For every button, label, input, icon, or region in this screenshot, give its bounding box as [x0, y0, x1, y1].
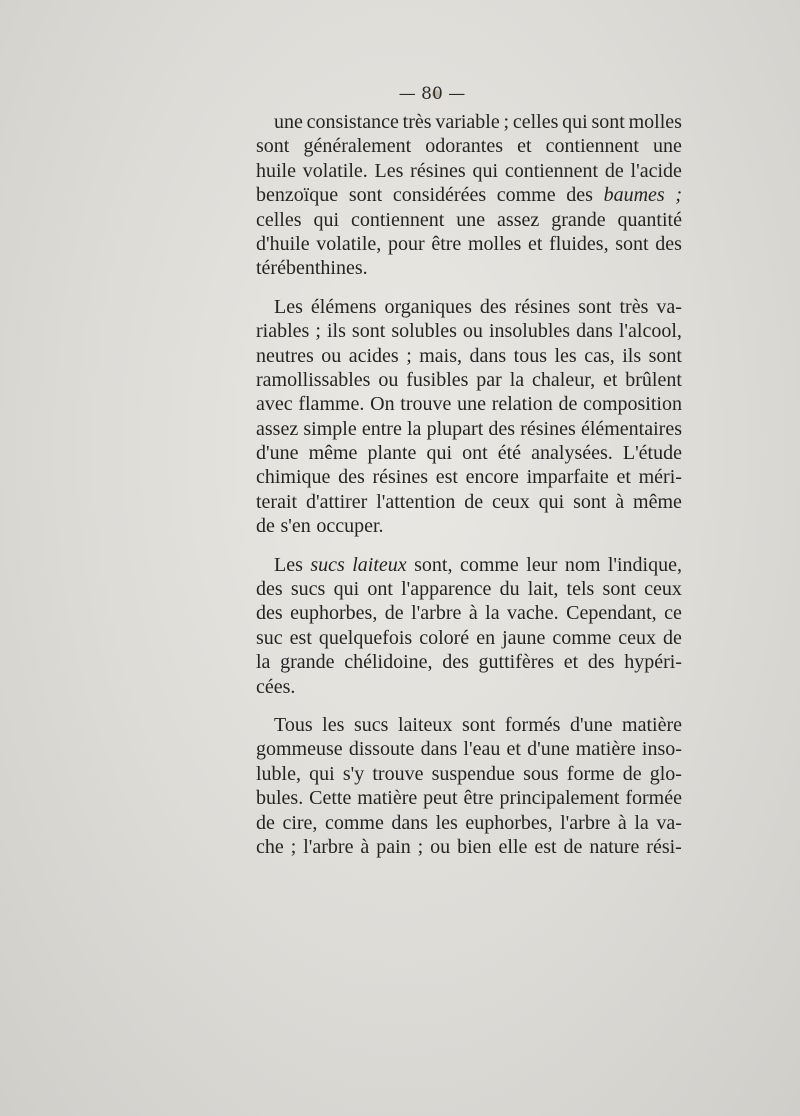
word: gommeuse — [256, 738, 343, 761]
word: qui — [538, 490, 565, 513]
word: la — [485, 602, 500, 625]
word: molles — [467, 232, 522, 255]
word: celles — [256, 208, 302, 231]
word: assez — [256, 417, 299, 440]
word: de — [256, 515, 275, 538]
word: ou — [378, 368, 399, 391]
word: solubles — [391, 320, 457, 343]
word: analysées. — [531, 442, 613, 465]
word: être — [463, 787, 494, 810]
word: luble, — [256, 762, 301, 785]
word: méri- — [638, 466, 682, 489]
word: des — [442, 651, 469, 674]
word: d'une — [569, 713, 613, 736]
word: Cette — [309, 787, 352, 810]
word: ce — [664, 602, 682, 625]
text-line — [256, 490, 682, 514]
word: simple — [303, 417, 357, 440]
word: s'en — [280, 515, 311, 538]
text-line — [256, 465, 682, 489]
word: ont — [367, 578, 393, 601]
word: neutres — [256, 344, 314, 367]
word: ou — [462, 320, 483, 343]
word: imparfaite — [526, 466, 609, 489]
word: résines — [372, 466, 429, 489]
word: brûlent — [625, 368, 682, 391]
text-line — [256, 134, 682, 158]
word: l'apparence — [401, 578, 492, 601]
word: qui — [562, 111, 588, 133]
word: et — [506, 738, 521, 761]
word: laiteux — [397, 713, 453, 736]
word: l'eau — [463, 738, 501, 761]
word: ; — [290, 835, 297, 858]
word: mais, — [419, 344, 463, 367]
word: benzoïque — [256, 184, 339, 207]
word: hypéri- — [624, 651, 682, 674]
word: une — [457, 393, 486, 416]
word: rési- — [646, 835, 682, 858]
word: été — [497, 442, 522, 465]
word: odorantes — [425, 135, 504, 158]
word: l'alcool, — [618, 320, 682, 343]
word: che — [256, 835, 284, 858]
paragraph-gap — [256, 281, 682, 295]
word: suc — [256, 626, 283, 649]
word: de — [256, 811, 275, 834]
word: composition — [583, 393, 682, 416]
word: la — [256, 651, 271, 674]
word: la — [407, 417, 422, 440]
text-line — [256, 553, 682, 577]
word: très — [402, 111, 432, 133]
word: ou — [321, 344, 342, 367]
paragraph — [256, 713, 682, 859]
word: inso- — [641, 738, 682, 761]
word: chélidoine, — [344, 651, 433, 674]
text-line — [256, 208, 682, 232]
word: des — [566, 184, 593, 207]
word: sucs — [290, 578, 326, 601]
word: l'attention — [376, 490, 456, 513]
word: comme — [496, 184, 556, 207]
word: à — [617, 811, 627, 834]
word: contiennent — [545, 135, 639, 158]
word: élémentaires — [580, 417, 682, 440]
text-line — [256, 110, 682, 134]
word: molles — [628, 111, 682, 133]
word: les — [435, 811, 458, 834]
word: ils — [326, 320, 346, 343]
word: comme — [324, 811, 384, 834]
word: glo- — [649, 762, 682, 785]
word: d'attirer — [305, 490, 368, 513]
word: chaleur, — [532, 368, 596, 391]
word: ou — [430, 835, 451, 858]
word: peut — [423, 787, 458, 810]
word: l'arbre — [560, 811, 611, 834]
body-text — [256, 110, 682, 859]
word: considérées — [392, 184, 487, 207]
word: sont — [602, 578, 636, 601]
word: forme — [566, 762, 615, 785]
word: tels — [566, 578, 595, 601]
word: ; — [503, 111, 510, 133]
word: sont — [615, 232, 649, 255]
word: nom — [564, 553, 601, 576]
word: bien — [457, 835, 492, 858]
text-line — [256, 368, 682, 392]
word: laiteux — [352, 553, 407, 576]
text-line — [256, 319, 682, 343]
word: matière — [575, 738, 636, 761]
word: les — [322, 713, 345, 736]
word: ceux — [644, 578, 682, 601]
word: cas, — [584, 344, 615, 367]
word: Les — [274, 295, 303, 318]
word: ; — [417, 835, 424, 858]
word: à — [468, 602, 478, 625]
word: trouve — [400, 393, 452, 416]
word: de — [563, 835, 583, 858]
word: est — [289, 626, 312, 649]
word: grande — [280, 651, 335, 674]
word: acides — [348, 344, 399, 367]
word: des — [488, 417, 516, 440]
word: Cependant, — [566, 602, 657, 625]
text-line — [256, 392, 682, 416]
text-line — [256, 417, 682, 441]
word: généralement — [303, 135, 412, 158]
paragraph — [256, 110, 682, 281]
word: occuper. — [316, 515, 384, 538]
word: une — [653, 135, 682, 158]
paragraph-gap — [256, 539, 682, 553]
word: du — [499, 578, 520, 601]
word: matière — [622, 713, 682, 736]
text-line — [256, 601, 682, 625]
text-line — [256, 295, 682, 319]
word: est — [534, 835, 557, 858]
paragraph — [256, 553, 682, 699]
word: Les — [374, 159, 404, 182]
word: pain — [376, 835, 411, 858]
word: sont — [461, 713, 496, 736]
word: à — [360, 835, 370, 858]
word: terait — [256, 490, 298, 513]
word: de — [558, 393, 578, 416]
word: volatile, — [316, 232, 382, 255]
word: être — [431, 232, 462, 255]
word: l'indique, — [607, 553, 682, 576]
word: chimique — [256, 466, 331, 489]
word: et — [602, 368, 618, 391]
word: ; — [406, 344, 412, 367]
word: sous — [523, 762, 559, 785]
text-line — [256, 737, 682, 761]
word: même — [308, 442, 358, 465]
paragraph-gap — [256, 699, 682, 713]
word: assez — [497, 208, 540, 231]
word: cées. — [256, 675, 296, 698]
text-line — [256, 344, 682, 368]
word: ramollissables — [256, 368, 371, 391]
text-line — [256, 786, 682, 810]
word: L'étude — [622, 442, 682, 465]
word: des — [338, 466, 365, 489]
word: sont — [591, 111, 625, 133]
word: sucs — [353, 713, 389, 736]
text-line — [256, 232, 682, 256]
word: sont — [256, 135, 290, 158]
word: à — [615, 490, 625, 513]
word: sont — [351, 320, 386, 343]
word: l'arbre — [303, 835, 354, 858]
text-line — [256, 256, 682, 280]
word: et — [528, 232, 543, 255]
word: contiennent — [504, 159, 599, 182]
word: comme — [459, 553, 519, 576]
word: résines — [514, 295, 571, 318]
word: suspendue — [431, 762, 515, 785]
word: insolubles — [488, 320, 571, 343]
word: vache. — [507, 602, 559, 625]
text-line — [256, 514, 682, 538]
word: cire, — [282, 811, 318, 834]
text-line — [256, 577, 682, 601]
text-line — [256, 159, 682, 183]
word: comme — [552, 626, 612, 649]
word: et — [616, 466, 631, 489]
word: dans — [391, 811, 429, 834]
word: sucs — [310, 553, 345, 576]
word: formée — [625, 787, 682, 810]
word: dans — [576, 320, 613, 343]
word: coloré — [419, 626, 470, 649]
word: euphorbes, — [290, 602, 378, 625]
word: résines — [410, 159, 466, 182]
word: une — [456, 208, 486, 231]
text-line — [256, 835, 682, 859]
word: qui — [426, 442, 453, 465]
word: des — [587, 651, 615, 674]
word: qui — [309, 762, 335, 785]
word: Les — [274, 553, 303, 576]
word: dissoute — [348, 738, 415, 761]
word: tous — [513, 344, 548, 367]
word: quelquefois — [318, 626, 413, 649]
word: nature — [589, 835, 640, 858]
word: leur — [526, 553, 558, 576]
word: ceux — [491, 490, 530, 513]
word: va- — [656, 295, 682, 318]
text-line — [256, 762, 682, 786]
word: huile — [256, 159, 296, 182]
word: quantité — [617, 208, 682, 231]
word: ceux — [618, 626, 657, 649]
word: va- — [656, 811, 682, 834]
word: l'acide — [630, 159, 682, 182]
word: sont — [578, 295, 612, 318]
word: de — [604, 159, 624, 182]
word: flamme. — [298, 393, 365, 416]
word: et — [563, 651, 579, 674]
word: même — [633, 490, 682, 513]
word: dans — [420, 738, 458, 761]
word: de — [384, 602, 404, 625]
text-line — [256, 675, 682, 699]
word: la — [634, 811, 649, 834]
word: bules. — [256, 787, 304, 810]
text-line — [256, 626, 682, 650]
word: d'une — [527, 738, 570, 761]
word: les — [554, 344, 577, 367]
word: Tous — [274, 713, 313, 736]
word: relation — [491, 393, 553, 416]
word: des — [479, 295, 507, 318]
word: baumes — [603, 184, 665, 207]
word: ont — [462, 442, 488, 465]
word: s'y — [342, 762, 365, 785]
word: variable — [435, 111, 500, 133]
word: une — [274, 111, 303, 133]
word: sont — [573, 490, 607, 513]
word: sont, — [414, 553, 453, 576]
word: ils — [622, 344, 642, 367]
word: de — [622, 762, 642, 785]
word: dans — [469, 344, 507, 367]
word: la — [509, 368, 525, 391]
word: de — [464, 490, 484, 513]
word: lait, — [527, 578, 559, 601]
word: celles — [512, 111, 559, 133]
word: qui — [333, 578, 360, 601]
word: des — [256, 602, 283, 625]
text-line — [256, 713, 682, 737]
word: des — [256, 578, 283, 601]
word: d'une — [256, 442, 299, 465]
word: résines — [520, 417, 576, 440]
word: ; — [315, 320, 321, 343]
word: riables — [256, 320, 310, 343]
word: matière — [357, 787, 418, 810]
paragraph — [256, 295, 682, 539]
word: des — [655, 232, 682, 255]
word: térébenthines. — [256, 257, 368, 280]
word: volatile. — [302, 159, 368, 182]
word: pour — [387, 232, 425, 255]
word: élémens — [310, 295, 377, 318]
word: ; — [675, 184, 682, 207]
text-line — [256, 441, 682, 465]
text-line — [256, 183, 682, 207]
word: d'huile — [256, 232, 310, 255]
text-line — [256, 650, 682, 674]
word: guttifères — [478, 651, 555, 674]
word: est — [435, 466, 458, 489]
word: grande — [551, 208, 606, 231]
word: plante — [367, 442, 417, 465]
word: qui — [472, 159, 499, 182]
word: formés — [504, 713, 561, 736]
word: consistance — [306, 111, 399, 133]
word: très — [619, 295, 649, 318]
word: trouve — [372, 762, 424, 785]
text-line — [256, 811, 682, 835]
word: principalement — [499, 787, 620, 810]
word: entre — [361, 417, 402, 440]
word: encore — [465, 466, 519, 489]
word: euphorbes, — [465, 811, 553, 834]
word: sont — [648, 344, 682, 367]
word: On — [370, 393, 395, 416]
page-number: — 80 — — [398, 84, 466, 104]
word: en — [476, 626, 496, 649]
word: sont — [348, 184, 383, 207]
word: avec — [256, 393, 293, 416]
word: jaune — [502, 626, 546, 649]
word: plupart — [426, 417, 484, 440]
word: fusibles — [406, 368, 469, 391]
word: qui — [313, 208, 340, 231]
word: organiques — [384, 295, 472, 318]
word: et — [517, 135, 532, 158]
word: elle — [498, 835, 528, 858]
word: par — [476, 368, 502, 391]
word: de — [663, 626, 682, 649]
word: contiennent — [350, 208, 445, 231]
word: fluides, — [549, 232, 609, 255]
word: l'arbre — [411, 602, 462, 625]
